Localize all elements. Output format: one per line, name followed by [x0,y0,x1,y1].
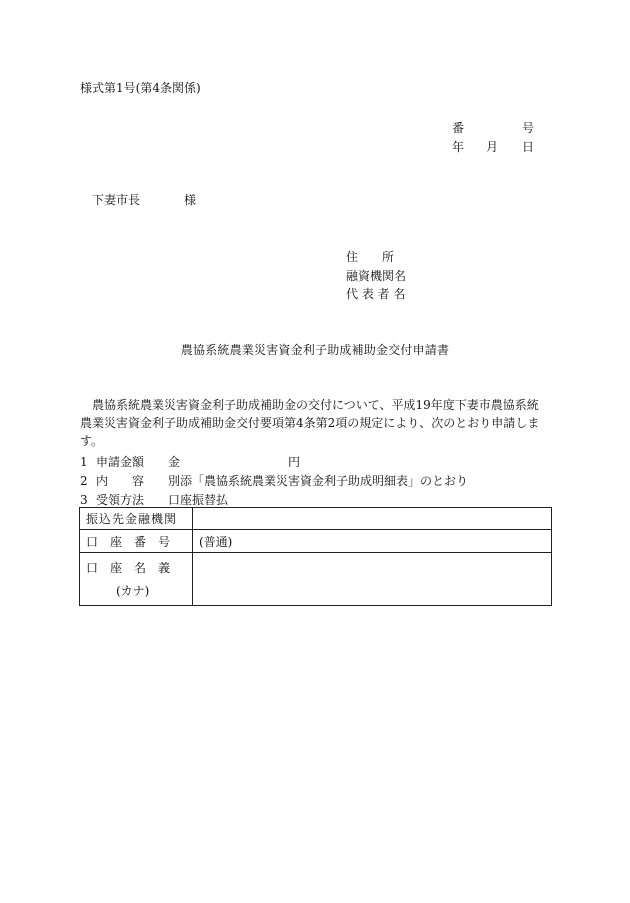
account-name-label: 口 座 名 義 [86,561,171,575]
bank-label: 振込先金融機関 [80,508,193,530]
item-label: 申請金額 [96,454,145,469]
item-label: 内 容 [96,473,145,488]
item-number: 1 [80,454,88,469]
item-value: 口座振替払 [168,492,229,507]
addressee-honorific: 様 [184,193,197,207]
applicant-representative-label: 代 表 者 名 [346,287,406,302]
bank-account-table [79,507,552,606]
item-number: 2 [80,473,88,488]
item-number: 3 [80,492,88,507]
body-paragraph-text: 農協系統農業災害資金利子助成補助金の交付について、平成19年度下妻市農協系統農業災害資金利子助成補助金交付要項第4条第2項の規定により、次のとおり申請します。 [80,398,540,448]
form-number-label: 様式第1号(第4条関係) [80,81,201,95]
date-row [452,137,534,156]
account-name-row [80,553,552,606]
body-paragraph [80,396,550,450]
document-title: 農協系統農業災害資金利子助成補助金交付申請書 [180,343,450,357]
application-items [80,452,468,509]
applicant-block [346,248,406,304]
document-number-row [452,118,534,137]
item-row [80,452,468,471]
bank-value-field[interactable] [193,508,552,530]
number-date-block [452,118,534,156]
item-label: 受領方法 [96,492,145,507]
date-month-label: 月 [486,139,499,154]
item-value: 別添「農協系統農業災害資金利子助成明細表」のとおり [168,473,469,488]
account-number-row [80,530,552,553]
date-day-label: 日 [522,139,535,154]
number-label-2: 号 [522,120,535,135]
applicant-institution-label: 融資機関名 [346,268,407,283]
number-label-1: 番 [452,120,465,135]
item-value: 金 円 [168,454,301,469]
account-number-field[interactable]: (普通) [193,530,552,553]
addressee [92,192,196,208]
account-name-kana-label: (カナ) [116,584,150,598]
bank-row [80,508,552,530]
account-number-label: 口 座 番 号 [80,530,193,553]
account-name-label-cell [80,553,193,606]
applicant-address-label: 住 所 [346,250,395,265]
addressee-name: 下妻市長 [92,193,141,207]
account-name-field[interactable] [193,553,552,606]
date-year-label: 年 [452,139,465,154]
item-row [80,471,468,490]
